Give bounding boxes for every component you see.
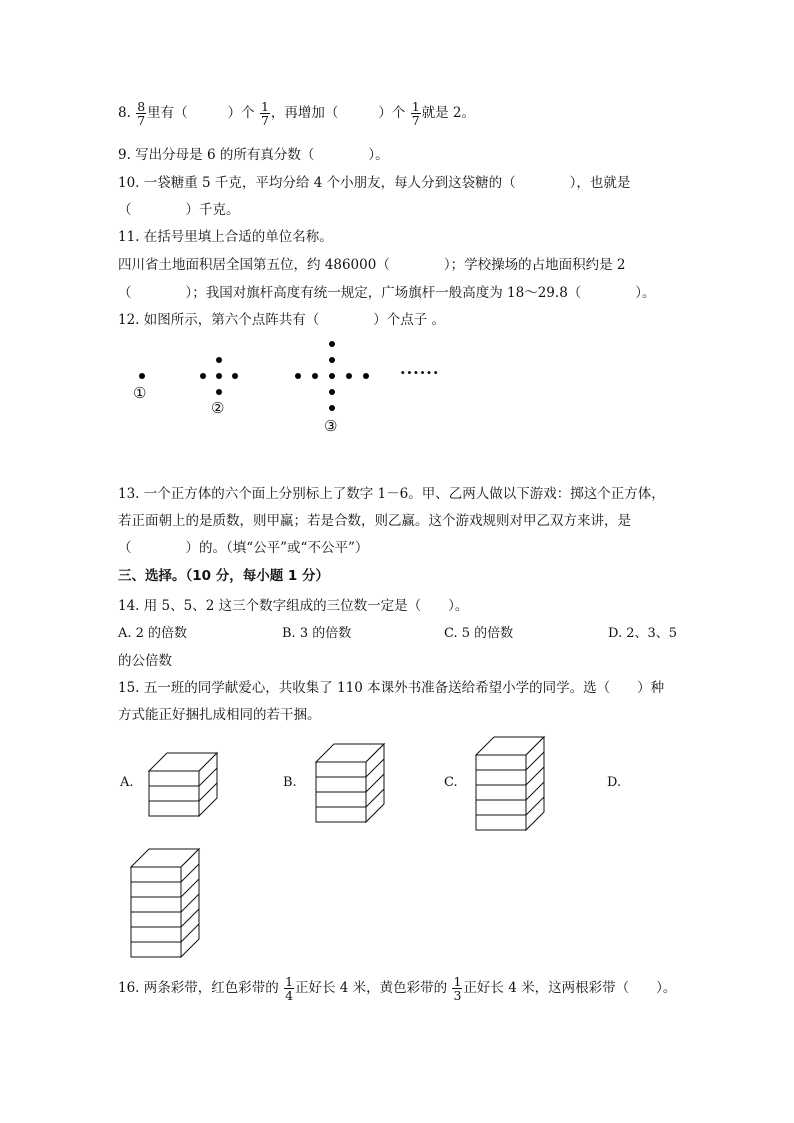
option-d: D. 2、3、5 bbox=[608, 626, 678, 641]
frac-denominator: 7 bbox=[137, 113, 146, 128]
book-stack-c bbox=[475, 736, 547, 828]
dot bbox=[200, 373, 206, 379]
option-c: C. 5 的倍数 bbox=[444, 626, 514, 641]
question-15-line-2: 方式能正好捆扎成相同的若干捆。 bbox=[118, 707, 321, 723]
question-14: 14. 用 5、5、2 这三个数字组成的三位数一定是（ ）。 bbox=[118, 598, 469, 614]
question-11-line-2: 四川省土地面积居全国第五位，约 486000（ ）；学校操场的占地面积约是 2 bbox=[118, 257, 626, 273]
question-10-line-1: 10. 一袋糖重 5 千克，平均分给 4 个小朋友，每人分到这袋糖的（ ），也就是 bbox=[118, 175, 631, 191]
frac-numerator: 8 bbox=[137, 99, 146, 114]
dot bbox=[295, 373, 301, 379]
book-stack-b bbox=[315, 743, 387, 819]
dot bbox=[216, 373, 222, 379]
figure-label-3: ③ bbox=[324, 417, 338, 435]
dot bbox=[329, 357, 335, 363]
option-a: A. 2 的倍数 bbox=[118, 626, 188, 641]
question-16 bbox=[118, 975, 676, 1002]
dot bbox=[216, 389, 222, 395]
frac-numerator: 1 bbox=[260, 99, 269, 114]
figure-label-1: ① bbox=[133, 384, 147, 402]
frac-numerator: 1 bbox=[285, 974, 294, 989]
question-11-line-1: 11. 在括号里填上合适的单位名称。 bbox=[118, 229, 333, 245]
q8-text-5: 就是 2。 bbox=[421, 105, 476, 121]
q8-text-2: ）个 bbox=[227, 105, 255, 121]
dot bbox=[216, 357, 222, 363]
question-8 bbox=[118, 100, 475, 127]
dot bbox=[363, 373, 369, 379]
question-13-line-2: 若正面朝上的是质数，则甲赢；若是合数，则乙赢。这个游戏规则对甲乙双方来讲，是 bbox=[118, 513, 631, 529]
option-d-continued: 的公倍数 bbox=[118, 653, 172, 669]
q8-text-3: ，再增加（ bbox=[270, 105, 339, 121]
frac-denominator: 4 bbox=[285, 988, 294, 1003]
frac-numerator: 1 bbox=[411, 99, 420, 114]
q8-text-1: 里有（ bbox=[147, 105, 188, 121]
question-11-line-3: （ ）；我国对旗杆高度有统一规定，广场旗杆一般高度为 18～29.8（ ）。 bbox=[118, 285, 656, 301]
q16-text-1: 16. 两条彩带，红色彩带的 bbox=[118, 980, 279, 996]
option-b-label: B. bbox=[283, 775, 297, 790]
section-3-heading: 三、选择。（10 分，每小题 1 分） bbox=[118, 568, 330, 584]
dot bbox=[139, 373, 145, 379]
frac-denominator: 7 bbox=[260, 113, 269, 128]
frac-numerator: 1 bbox=[453, 974, 462, 989]
option-c-label: C. bbox=[444, 775, 458, 790]
question-13-line-1: 13. 一个正方体的六个面上分别标上了数字 1－6。甲、乙两人做以下游戏：掷这个正方体， bbox=[118, 486, 665, 502]
book-stack-a bbox=[148, 752, 220, 816]
q8-number: 8. bbox=[118, 105, 131, 121]
dot bbox=[329, 341, 335, 347]
option-b: B. 3 的倍数 bbox=[282, 626, 352, 641]
question-9: 9. 写出分母是 6 的所有真分数（ ）。 bbox=[118, 147, 389, 163]
frac-denominator: 7 bbox=[411, 113, 420, 128]
dot bbox=[329, 373, 335, 379]
question-12: 12. 如图所示，第六个点阵共有（ ）个点子 。 bbox=[118, 312, 446, 328]
fraction-8-7 bbox=[136, 100, 146, 127]
q16-text-3: 正好长 4 米，这两根彩带（ ）。 bbox=[463, 980, 677, 996]
dot bbox=[346, 373, 352, 379]
question-13-line-3: （ ）的。（填“公平”或“不公平”） bbox=[118, 540, 369, 556]
book-stack-d bbox=[130, 848, 202, 954]
dot bbox=[329, 405, 335, 411]
fraction-1-4 bbox=[284, 975, 294, 1002]
dot bbox=[232, 373, 238, 379]
option-d-label: D. bbox=[607, 775, 622, 790]
dot bbox=[329, 389, 335, 395]
figure-label-2: ② bbox=[211, 399, 225, 417]
q8-text-4: ）个 bbox=[378, 105, 406, 121]
ellipsis: ······ bbox=[400, 363, 440, 382]
fraction-1-3 bbox=[452, 975, 462, 1002]
dot bbox=[312, 373, 318, 379]
question-15-line-1: 15. 五一班的同学献爱心，共收集了 110 本课外书准备送给希望小学的同学。选（ ）种 bbox=[118, 680, 665, 696]
question-10-line-2: （ ）千克。 bbox=[118, 202, 240, 218]
frac-denominator: 3 bbox=[453, 988, 462, 1003]
option-a-label: A. bbox=[120, 775, 134, 790]
fraction-1-7-b bbox=[411, 100, 421, 127]
fraction-1-7-a bbox=[260, 100, 270, 127]
q16-text-2: 正好长 4 米，黄色彩带的 bbox=[295, 980, 448, 996]
